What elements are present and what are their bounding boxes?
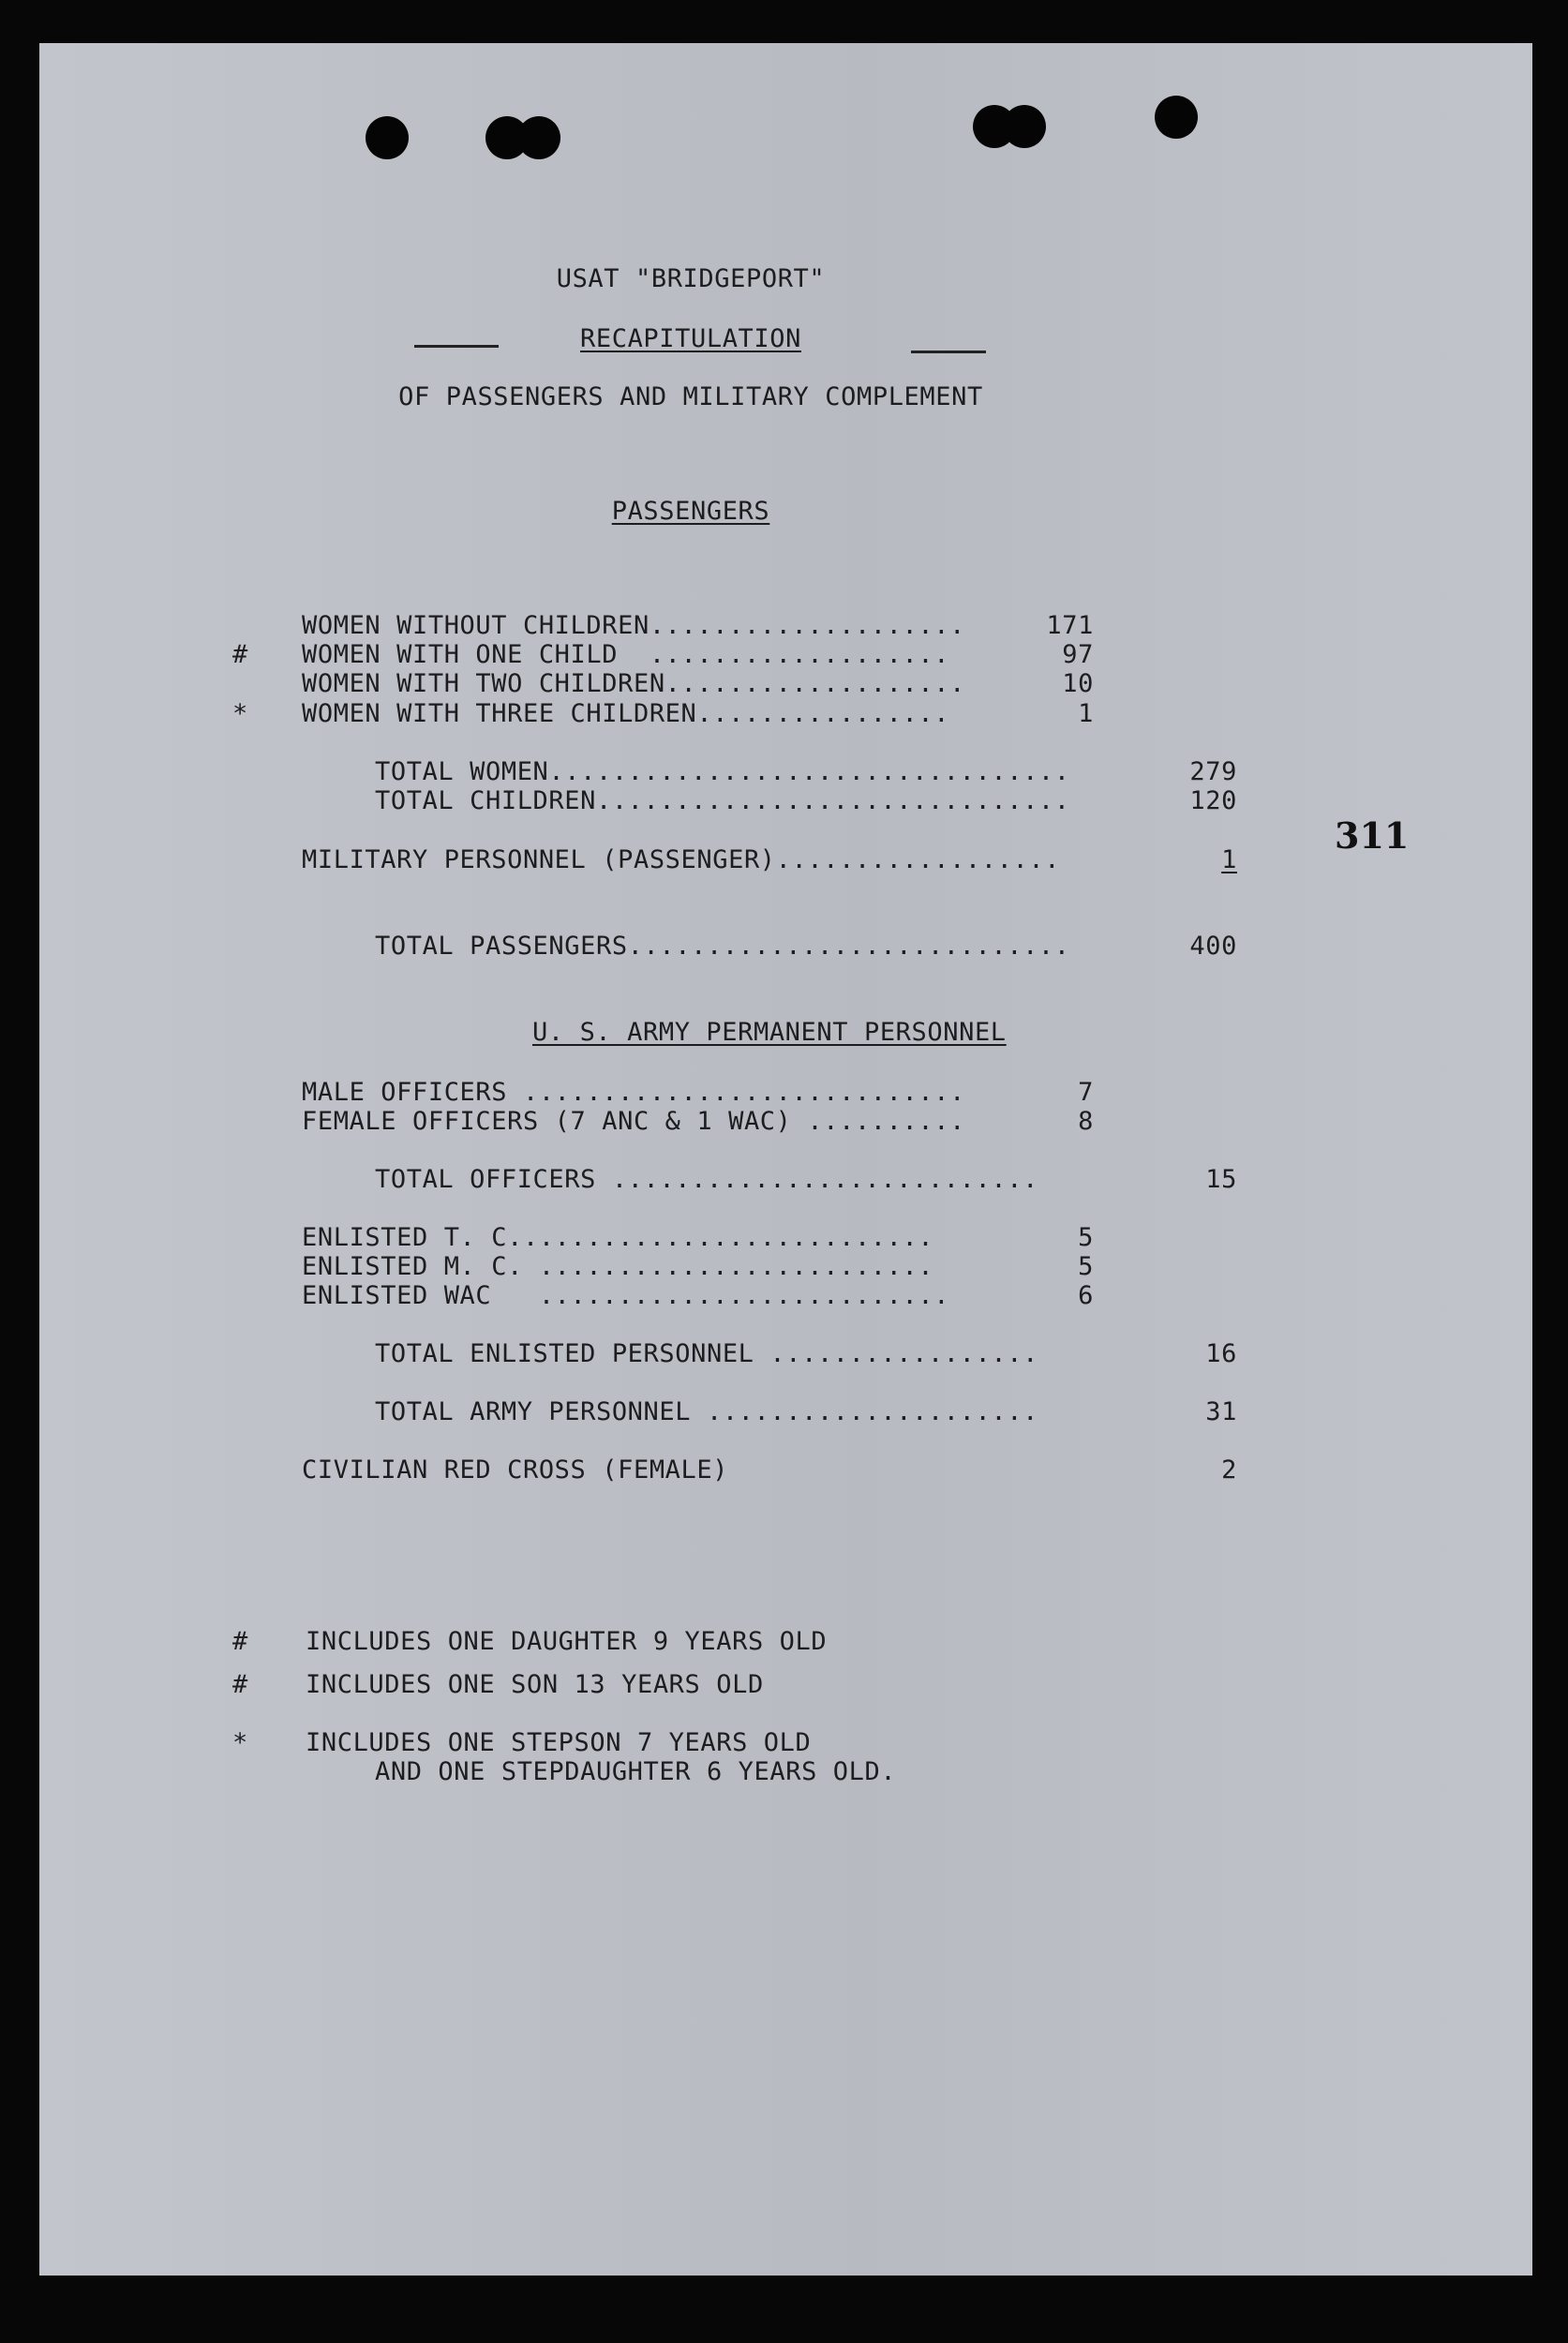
female-officers-label: FEMALE OFFICERS (7 ANC & 1 WAC) .......... (302, 1107, 965, 1136)
row-mark: * (232, 699, 248, 728)
total-women-label: TOTAL WOMEN................................. (375, 757, 1070, 786)
document-page (39, 43, 1532, 2276)
punch-hole (1155, 96, 1198, 139)
total-enlisted-label: TOTAL ENLISTED PERSONNEL ................. (375, 1339, 1038, 1368)
military-label: MILITARY PERSONNEL (PASSENGER).................. (302, 845, 1061, 874)
total-officers-value: 15 (1205, 1165, 1237, 1194)
footnote-text: AND ONE STEPDAUGHTER 6 YEARS OLD. (375, 1757, 897, 1786)
row-value: 171 (1046, 611, 1094, 640)
enlisted-wac-value: 6 (1078, 1281, 1094, 1310)
enlisted-mc-value: 5 (1078, 1252, 1094, 1281)
document-title: RECAPITULATION (580, 324, 801, 353)
total-passengers-label: TOTAL PASSENGERS............................ (375, 932, 1070, 961)
male-officers-label: MALE OFFICERS ............................ (302, 1078, 965, 1107)
total-officers-label: TOTAL OFFICERS ........................... (375, 1165, 1038, 1194)
total-children-label: TOTAL CHILDREN.............................. (375, 786, 1070, 815)
red-cross-label: CIVILIAN RED CROSS (FEMALE) (302, 1455, 729, 1485)
enlisted-tc-label: ENLISTED T. C........................... (302, 1223, 934, 1252)
female-officers-value: 8 (1078, 1107, 1094, 1136)
enlisted-wac-label: ENLISTED WAC .......................... (302, 1281, 950, 1310)
row-label: WOMEN WITH TWO CHILDREN................... (302, 669, 965, 698)
punch-hole (517, 116, 560, 159)
document-subtitle: OF PASSENGERS AND MILITARY COMPLEMENT (398, 382, 983, 411)
total-children-value: 120 (1189, 786, 1237, 815)
footnote-mark: # (232, 1670, 248, 1699)
total-enlisted-value: 16 (1205, 1339, 1237, 1368)
male-officers-value: 7 (1078, 1078, 1094, 1107)
row-label: WOMEN WITHOUT CHILDREN.................... (302, 611, 965, 640)
footnote-text: INCLUDES ONE STEPSON 7 YEARS OLD (306, 1728, 812, 1757)
row-label: WOMEN WITH THREE CHILDREN................ (302, 699, 950, 728)
military-value: 1 (1221, 845, 1237, 874)
row-mark: # (232, 640, 248, 669)
total-army-label: TOTAL ARMY PERSONNEL ..................... (375, 1397, 1038, 1426)
row-label: WOMEN WITH ONE CHILD ................... (302, 640, 950, 669)
punch-hole (1003, 105, 1046, 148)
ship-name: USAT "BRIDGEPORT" (556, 264, 826, 293)
army-heading: U. S. ARMY PERMANENT PERSONNEL (532, 1018, 1007, 1047)
passengers-heading: PASSENGERS (611, 497, 770, 526)
total-army-value: 31 (1205, 1397, 1237, 1426)
footnote-text: INCLUDES ONE SON 13 YEARS OLD (306, 1670, 764, 1699)
enlisted-mc-label: ENLISTED M. C. ......................... (302, 1252, 934, 1281)
total-passengers-value: 400 (1189, 932, 1237, 961)
footnote-mark: * (232, 1728, 248, 1757)
row-value: 97 (1062, 640, 1094, 669)
footnote-mark: # (232, 1627, 248, 1656)
total-women-value: 279 (1189, 757, 1237, 786)
punch-hole (366, 116, 409, 159)
decorative-dash (911, 351, 986, 353)
page-number: 311 (1335, 814, 1410, 857)
row-value: 1 (1078, 699, 1094, 728)
footnote-text: INCLUDES ONE DAUGHTER 9 YEARS OLD (306, 1627, 828, 1656)
row-value: 10 (1062, 669, 1094, 698)
enlisted-tc-value: 5 (1078, 1223, 1094, 1252)
red-cross-value: 2 (1221, 1455, 1237, 1485)
